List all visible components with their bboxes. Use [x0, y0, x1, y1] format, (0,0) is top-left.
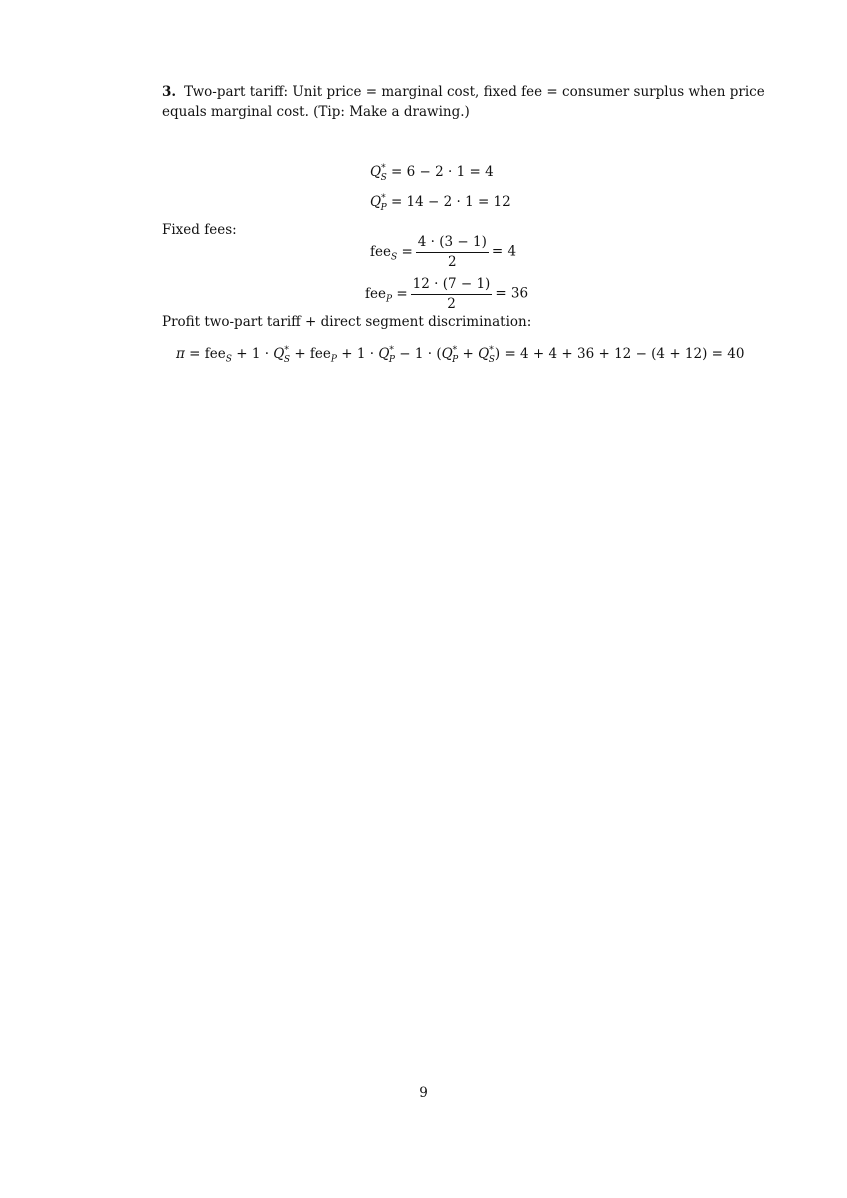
equation-profit: $\pi = fee_S + 1 \cdot Q^*_S + fee_P + 1 \cdot Q^*_P - 1 \cdot (Q^*_P + Q^*_S) = 4 + 4 + 36 + 12 - (4 + 12) = 40$: [176, 345, 745, 365]
fee-s-result: = 4: [491, 243, 517, 260]
equation-fee-p: fee$_P$ = $\frac{12 \cdot (7 - 1)}{2}$ = 36: [365, 276, 529, 312]
problem-text-1: Two-part tariff: Unit price = marginal cost, fixed fee = consumer surplus when price: [184, 84, 765, 100]
problem-statement-line-2: equals marginal cost. (Tip: Make a drawing.): [162, 104, 470, 120]
fixed-fees-label: Fixed fees:: [162, 222, 237, 238]
fee-s-fraction: [416, 234, 489, 269]
fee-p-fraction: [411, 276, 493, 311]
equation-qp-rhs: = 14 − 2 · 1 = 12: [390, 194, 511, 210]
profit-label: Profit two-part tariff + direct segment discrimination:: [162, 314, 532, 330]
equation-qs: $Q^*_S = 6 - 2 \cdot 1 = 4$: [370, 163, 494, 183]
fee-p-result: = 36: [495, 285, 529, 302]
problem-number: 3.: [162, 84, 177, 100]
fee-s-numerator: 4 · (3 − 1): [416, 234, 489, 253]
equation-fee-s: fee$_S$ = $\frac{4 \cdot (3 - 1)}{2}$ = 4: [370, 234, 517, 270]
fee-p-numerator: 12 · (7 − 1): [411, 276, 493, 295]
page-number: 9: [419, 1085, 428, 1101]
fee-s-denominator: 2: [448, 254, 457, 270]
equation-qp: $Q^*_P = 14 - 2 \cdot 1 = 12$: [370, 193, 511, 213]
problem-statement-line-1: [162, 84, 765, 100]
equation-profit-result: = 4 + 4 + 36 + 12 − (4 + 12) = 40: [504, 346, 745, 362]
fee-p-denominator: 2: [447, 296, 456, 312]
equation-qs-rhs: = 6 − 2 · 1 = 4: [391, 164, 494, 180]
